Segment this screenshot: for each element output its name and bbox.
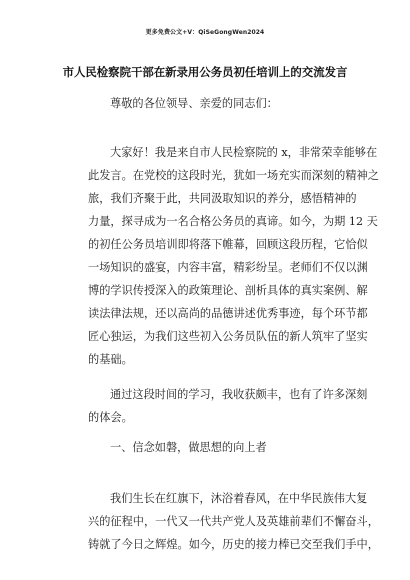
paragraph-line: 旅，我们齐聚于此，共同汲取知识的养分，感悟精神的 [88,192,357,205]
paragraph-line: 通过这段时间的学习，我收获颇丰，也有了许多深刻 [110,388,368,401]
paragraph-line: 的基础。 [88,353,133,366]
paragraph-line: 博的学识传授深入的政策理论、剖析具体的真实案例、解 [88,284,368,297]
paragraph-line: 的初任公务员培训即将落下帷幕，回顾这段历程，它恰似 [88,238,368,251]
paragraph-line: 大家好！我是来自市人民检察院的 x，非常荣幸能够在 [110,146,378,159]
paragraph-line: 力量，探寻成为一名合格公务员的真谛。如今，为期 12 天 [88,215,378,228]
salutation [88,92,336,115]
paragraph-line: 的体会。 [88,411,133,424]
watermark-note: 更多免费公文+V：QiSeGongWen2024 [145,29,265,36]
paragraph-line: 兴的征程中，一代又一代共产党人及英雄前辈们不懈奋斗， [88,515,379,528]
paragraph-line: 铸就了今日之辉煌。如今，历史的接力棒已交至我们手中， [88,538,379,551]
document-title: 市人民检察院干部在新录用公务员初任培训上的交流发言 [62,65,348,79]
paragraph-line: 匠心独运，为我们这些初入公务员队伍的新人筑牢了坚实 [88,330,368,343]
paragraph-line: 读法律法规，还以高尚的品德讲述优秀事迹，每个环节都 [88,307,368,320]
section-heading-text: 一、信念如磐，做思想的向上者 [110,441,267,454]
section-heading [88,436,336,459]
paragraph-line: 此发言。在党校的这段时光，犹如一场充实而深刻的精神之 [88,169,379,182]
paragraph-history [88,487,379,556]
salutation-line: 尊敬的各位领导、亲爱的同志们： [110,97,278,110]
paragraph-line: 我们生长在红旗下，沐浴着春风，在中华民族伟大复 [110,492,368,505]
paragraph-line: 一场知识的盛宴，内容丰富，精彩纷呈。老师们不仅以渊 [88,261,368,274]
paragraph-harvest [88,383,368,429]
paragraph-intro [88,141,379,371]
